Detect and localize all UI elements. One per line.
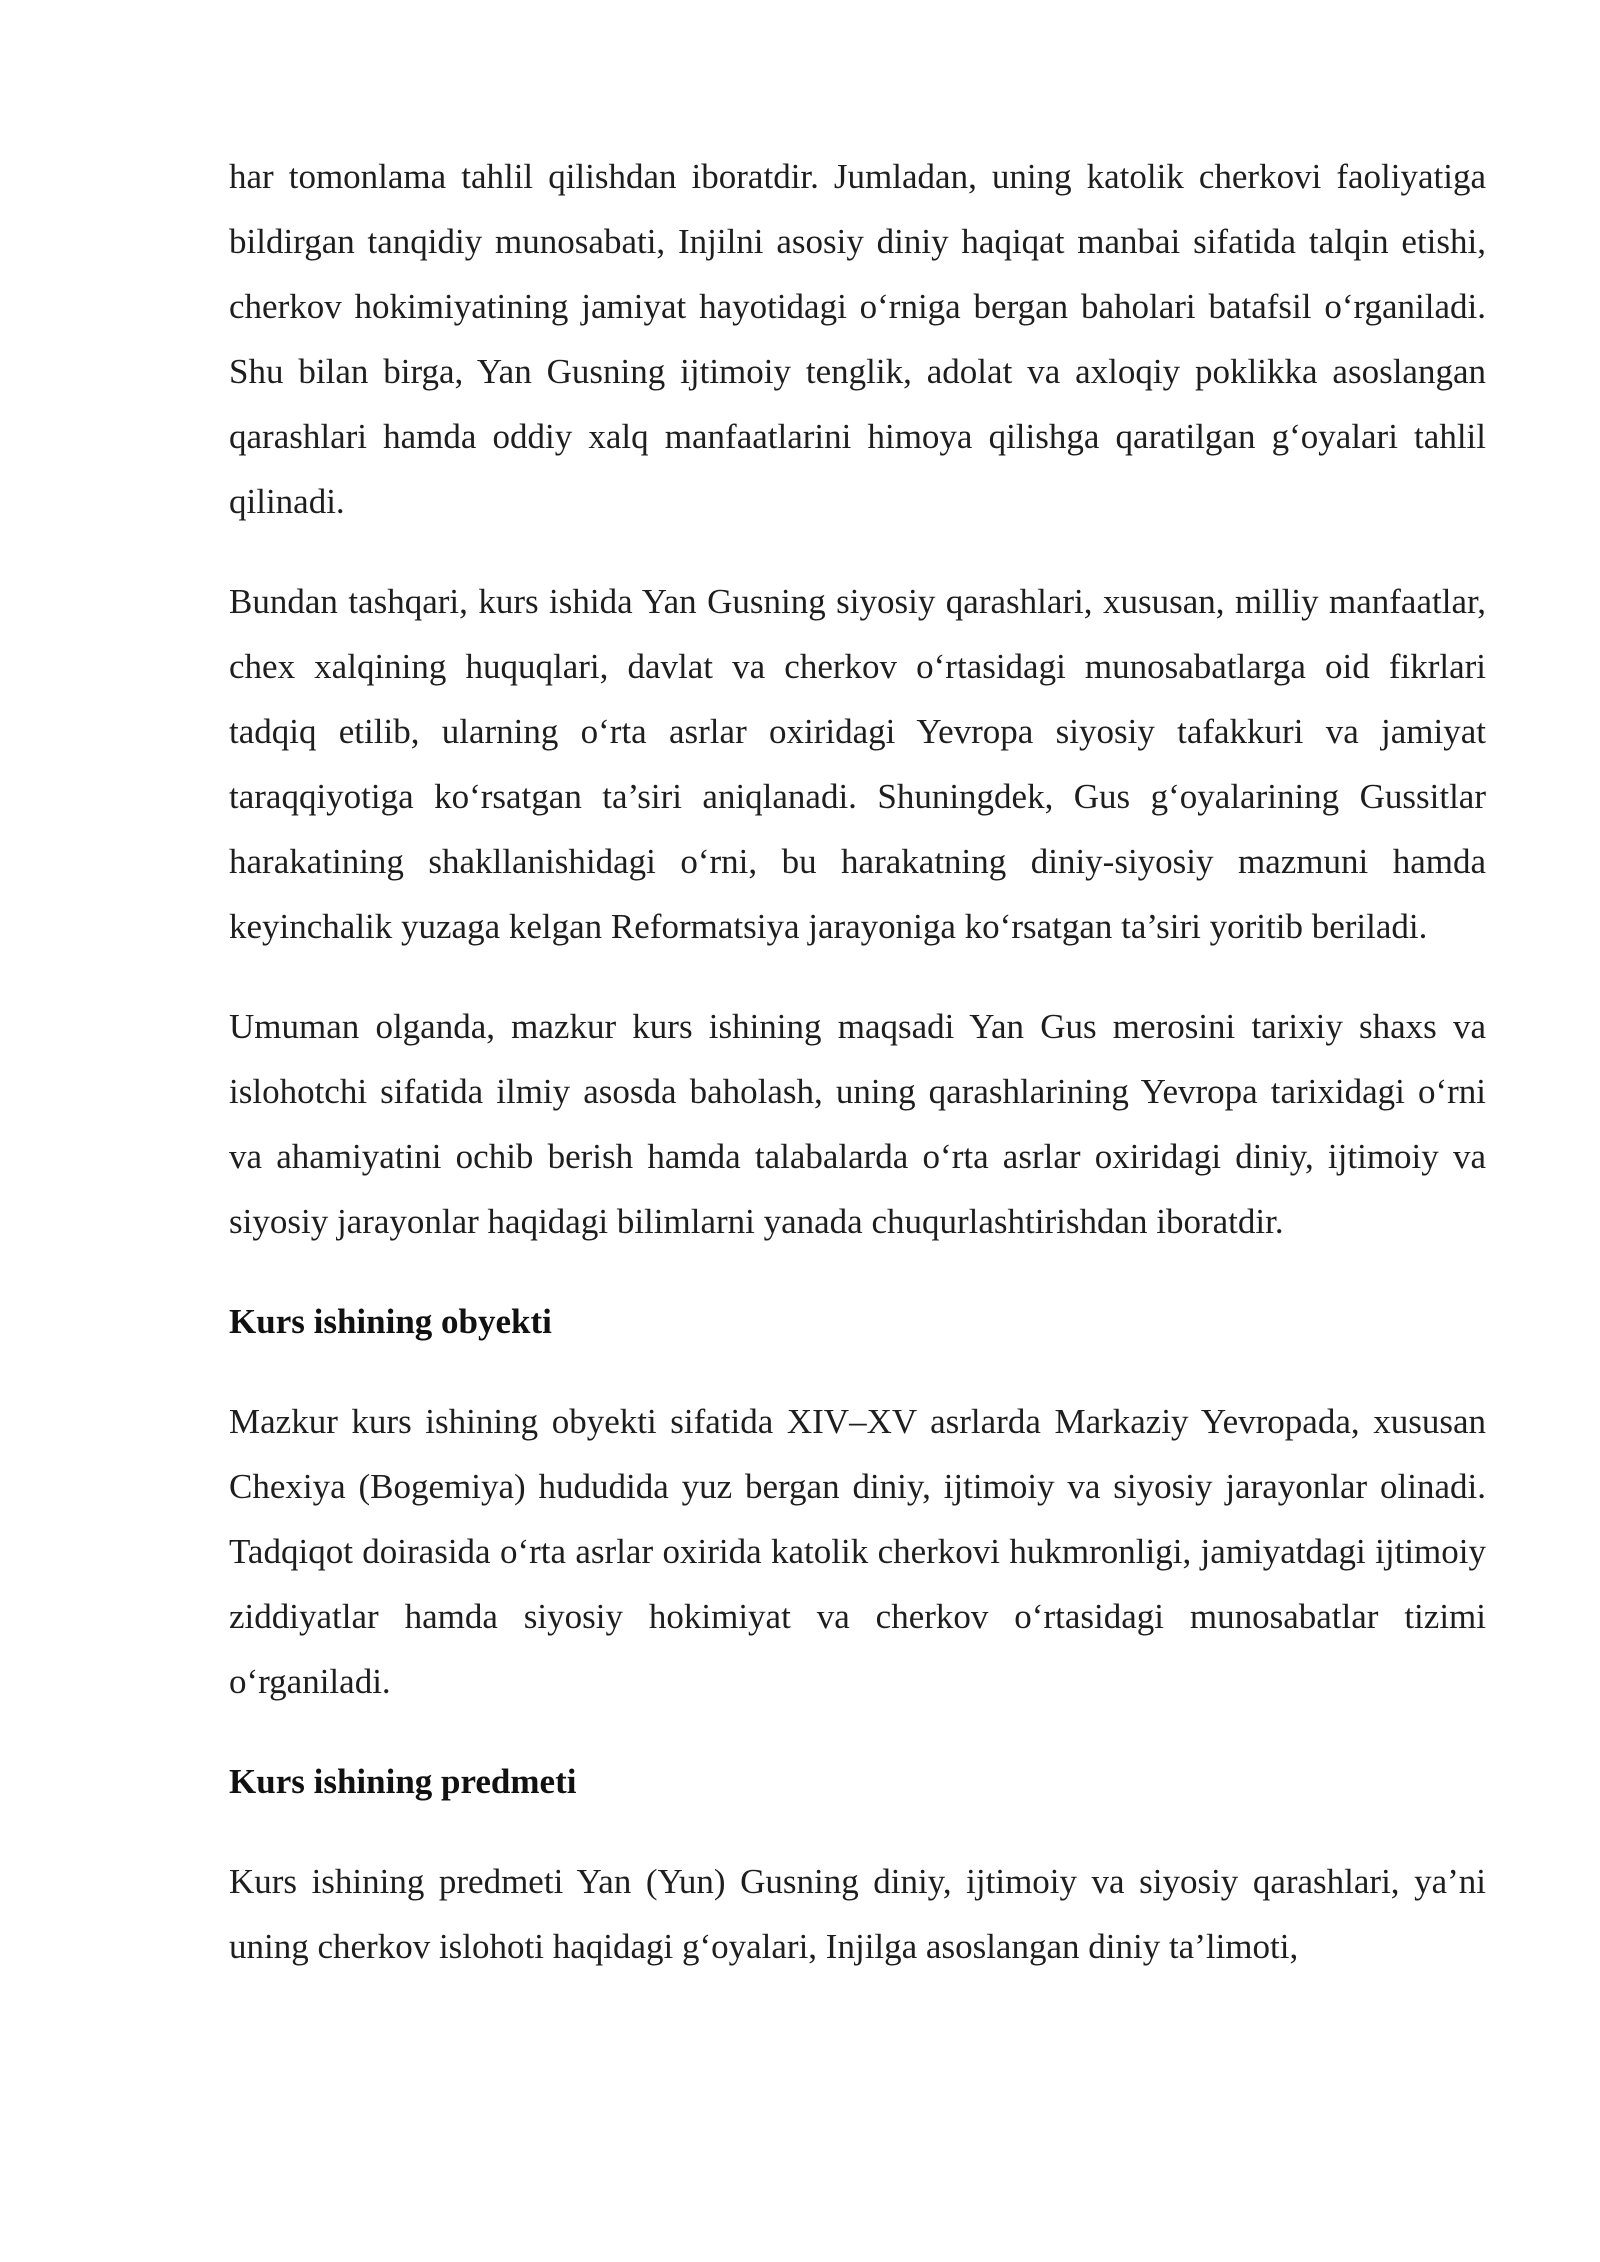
paragraph-object: Mazkur kurs ishining obyekti sifatida XIV–XV asrlarda Markaziy Yevropada, xususan Chexiya (Bogemiya) hududida yuz bergan diniy, ijtimoiy va siyosiy jarayonlar olinadi. Tadqiqot doirasida o‘rta asrlar oxirida katolik cherkovi hukmronligi, jamiyatdagi ijtimoiy ziddiyatlar hamda siyosiy hokimiyat va cherkov o‘rtasidagi munosabatlar tizimi o‘rganiladi. bbox=[229, 1402, 1486, 1701]
heading-object: Kurs ishining obyekti bbox=[229, 1302, 552, 1341]
heading-subject: Kurs ishining predmeti bbox=[229, 1762, 577, 1801]
paragraph-goal-summary: Umuman olganda, mazkur kurs ishining maqsadi Yan Gus merosini tarixiy shaxs va islohotchi sifatida ilmiy asosda baholash, uning qarashlarining Yevropa tarixidagi o‘rni va ahamiyatini ochib berish hamda talabalarda o‘rta asrlar oxiridagi diniy, ijtimoiy va siyosiy jarayonlar haqidagi bilimlarni yanada chuqurlashtirishdan iboratdir. bbox=[229, 1007, 1486, 1241]
document-page bbox=[229, 144, 1486, 2014]
paragraph-political-views: Bundan tashqari, kurs ishida Yan Gusning siyosiy qarashlari, xususan, milliy manfaatlar, chex xalqining huquqlari, davlat va cherkov o‘rtasidagi munosabatlarga oid fikrlari tadqiq etilib, ularning o‘rta asrlar oxiridagi Yevropa siyosiy tafakkuri va jamiyat taraqqiyotiga ko‘rsatgan ta’siri aniqlanadi. Shuningdek, Gus g‘oyalarining Gussitlar harakatining shakllanishidagi o‘rni, bu harakatning diniy-siyosiy mazmuni hamda keyinchalik yuzaga kelgan Reformatsiya jarayoniga ko‘rsatgan ta’siri yoritib beriladi. bbox=[229, 582, 1486, 946]
paragraph-subject: Kurs ishining predmeti Yan (Yun) Gusning diniy, ijtimoiy va siyosiy qarashlari, ya’ni uning cherkov islohoti haqidagi g‘oyalari, Injilga asoslangan diniy ta’limoti, bbox=[229, 1862, 1486, 1966]
paragraph-continuation: har tomonlama tahlil qilishdan iboratdir. Jumladan, uning katolik cherkovi faoliyatiga bildirgan tanqidiy munosabati, Injilni asosiy diniy haqiqat manbai sifatida talqin etishi, cherkov hokimiyatining jamiyat hayotidagi o‘rniga bergan baholari batafsil o‘rganiladi. Shu bilan birga, Yan Gusning ijtimoiy tenglik, adolat va axloqiy poklikka asoslangan qarashlari hamda oddiy xalq manfaatlarini himoya qilishga qaratilgan g‘oyalari tahlil qilinadi. bbox=[229, 157, 1486, 521]
